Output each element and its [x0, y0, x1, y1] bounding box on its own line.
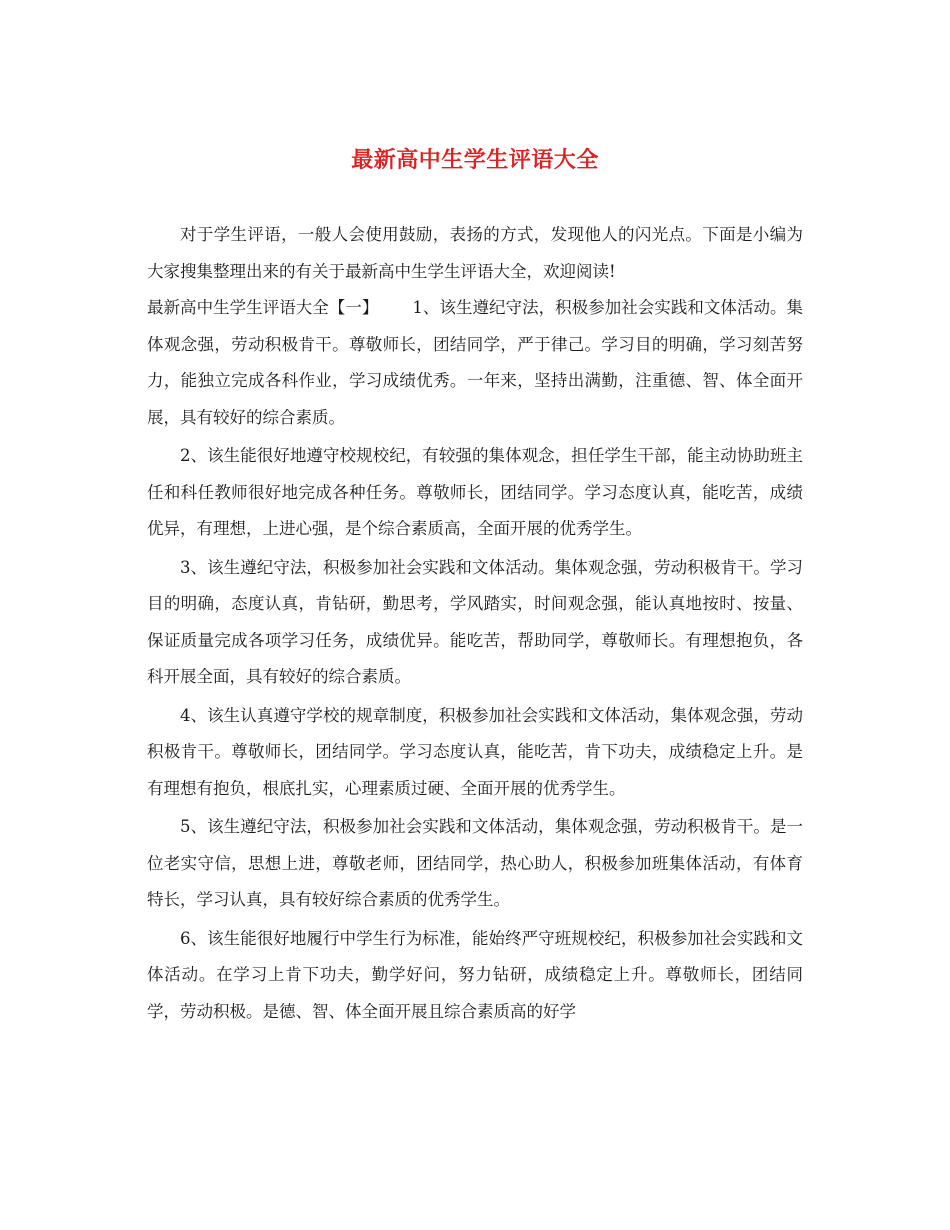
comment-1: 1、该生遵纪守法，积极参加社会实践和文体活动。集体观念强，劳动积极肯干。尊敬师长，团结同学，严于律己。学习目的明确，学习刻苦努力，能独立完成各科作业，学习成绩优秀。一年来，坚持出满勤，注重德、智、体全面开展，具有较好的综合素质。 — [147, 298, 804, 427]
comment-3: 3、该生遵纪守法，积极参加社会实践和文体活动。集体观念强，劳动积极肯干。学习目的明确，态度认真，肯钻研，勤思考，学风踏实，时间观念强，能认真地按时、按量、保证质量完成各项学习任务，成绩优异。能吃苦，帮助同学，尊敬师长。有理想抱负，各科开展全面，具有较好的综合素质。 — [147, 557, 803, 686]
comment-5: 5、该生遵纪守法，积极参加社会实践和文体活动，集体观念强，劳动积极肯干。是一位老实守信，思想上进，尊敬老师，团结同学，热心助人，积极参加班集体活动，有体育特长，学习认真，具有较好综合素质的优秀学生。 — [147, 817, 803, 909]
comment-2: 2、该生能很好地遵守校规校纪，有较强的集体观念，担任学生干部，能主动协助班主任和科任教师很好地完成各种任务。尊敬师长，团结同学。学习态度认真，能吃苦，成绩优异，有理想，上进心强，是个综合素质高，全面开展的优秀学生。 — [147, 446, 803, 538]
intro-paragraph: 对于学生评语，一般人会使用鼓励，表扬的方式，发现他人的闪光点。下面是小编为大家搜集整理出来的有关于最新高中生学生评语大全，欢迎阅读! — [147, 225, 803, 281]
section-first-paragraph — [147, 290, 803, 436]
comment-4: 4、该生认真遵守学校的规章制度，积极参加社会实践和文体活动，集体观念强，劳动积极肯干。尊敬师长，团结同学。学习态度认真，能吃苦，肯下功夫，成绩稳定上升。是有理想有抱负，根底扎实，心理素质过硬、全面开展的优秀学生。 — [147, 705, 803, 798]
document-title: 最新高中生学生评语大全 — [351, 147, 599, 173]
comment-6: 6、该生能很好地履行中学生行为标准，能始终严守班规校纪，积极参加社会实践和文体活动。在学习上肯下功夫，勤学好问，努力钻研，成绩稳定上升。尊敬师长，团结同学，劳动积极。是德、智、体全面开展且综合素质高的好学 — [147, 928, 803, 1021]
document-body — [147, 217, 803, 1030]
section-heading: 最新高中生学生评语大全【一】 — [147, 298, 379, 317]
